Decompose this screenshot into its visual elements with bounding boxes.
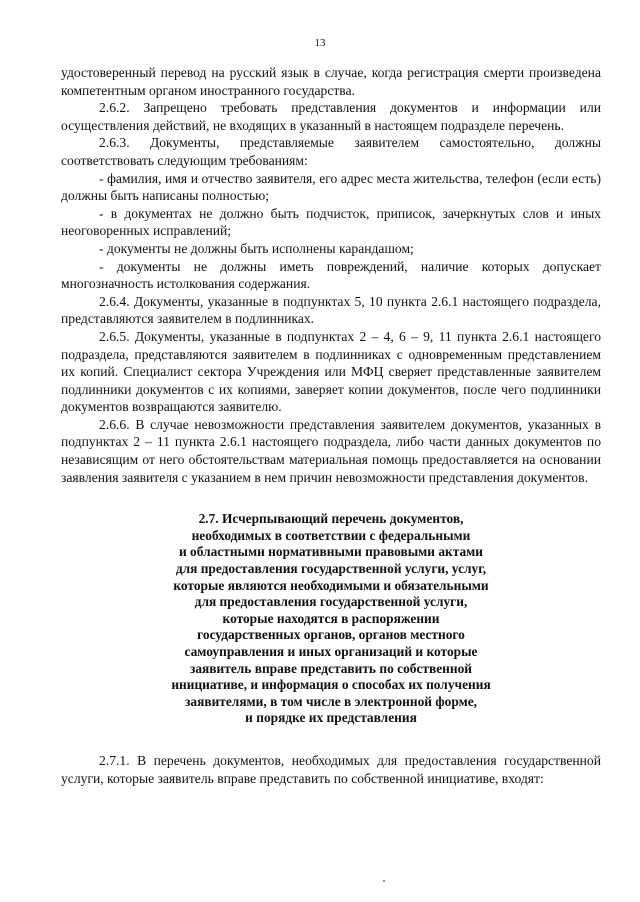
paragraph-2-7-1: 2.7.1. В перечень документов, необходимых для предоставления государственной услуги, которые заявитель вправе представить по собственной инициативе, входят:	[61, 752, 601, 786]
heading-line: для предоставления государственной услуги,	[194, 594, 468, 610]
heading-line: необходимых в соответствии с федеральными	[191, 527, 471, 543]
requirement-item: - в документах не должно быть подчисток, приписок, зачеркнутых слов и иных неоговоренных исправлений;	[61, 205, 601, 239]
paragraph-2-6-4: 2.6.4. Документы, указанные в подпунктах 5, 10 пункта 2.6.1 настоящего подраздела, представляются заявителем в подлинниках.	[61, 293, 601, 327]
heading-line: инициативе, и информация о способах их получения	[171, 677, 491, 693]
heading-line: государственных органов, органов местного	[197, 627, 465, 643]
paragraph-2-6-6: 2.6.6. В случае невозможности представления заявителем документов, указанных в подпунктах 2 – 11 пункта 2.6.1 настоящего подраздела, либо части данных документов по независящим от него обстоятельствам материальная помощь предоставляется на основании заявления заявителя с указанием в нем причин невозможности представления документов.	[61, 416, 601, 485]
heading-line: заявителями, в том числе в электронной форме,	[185, 693, 477, 709]
paragraph-2-6-5: 2.6.5. Документы, указанные в подпунктах 2 – 4, 6 – 9, 11 пункта 2.6.1 настоящего подраздела, представляются заявителем в подлинниках с одновременным представлением их копий. Специалист сектора Учреждения или МФЦ сверяет представленные заявителем подлинники документов с их копиями, заверяет копии документов, после чего подлинники документов возвращаются заявителю.	[61, 328, 601, 415]
scan-speck	[383, 880, 385, 882]
heading-line: и областными нормативными правовыми актами	[178, 544, 484, 560]
section-heading-2-7	[61, 511, 601, 727]
paragraph-2-6-2: 2.6.2. Запрещено требовать представления документов и информации или осуществления действий, не входящих в указанный в настоящем подразделе перечень.	[61, 100, 601, 133]
heading-line: и порядке их представления	[245, 710, 417, 726]
heading-line: которые находятся в распоряжении	[222, 610, 440, 626]
heading-line: заявитель вправе представить по собственной	[189, 660, 472, 676]
page-number: 13	[314, 37, 326, 49]
requirement-item: - документы не должны быть исполнены карандашом;	[99, 240, 414, 256]
requirement-item: - документы не должны иметь повреждений, наличие которых допускает многозначность истолкования содержания.	[61, 258, 601, 292]
heading-line: 2.7. Исчерпывающий перечень документов,	[198, 511, 464, 527]
heading-line: которые являются необходимыми и обязательными	[173, 577, 489, 593]
requirement-item: - фамилия, имя и отчество заявителя, его адрес места жительства, телефон (если есть) должны быть написаны полностью;	[61, 170, 601, 204]
paragraph-continuation: удостоверенный перевод на русский язык в случае, когда регистрация смерти произведена компетентным органом иностранного государства.	[61, 65, 601, 98]
document-body	[61, 64, 601, 787]
heading-line: самоуправления и иных организаций и которые	[184, 644, 478, 659]
heading-line: для предоставления государственной услуги, услуг,	[175, 561, 487, 577]
paragraph-2-6-3: 2.6.3. Документы, представляемые заявителем самостоятельно, должны соответствовать следующим требованиям:	[61, 135, 601, 168]
